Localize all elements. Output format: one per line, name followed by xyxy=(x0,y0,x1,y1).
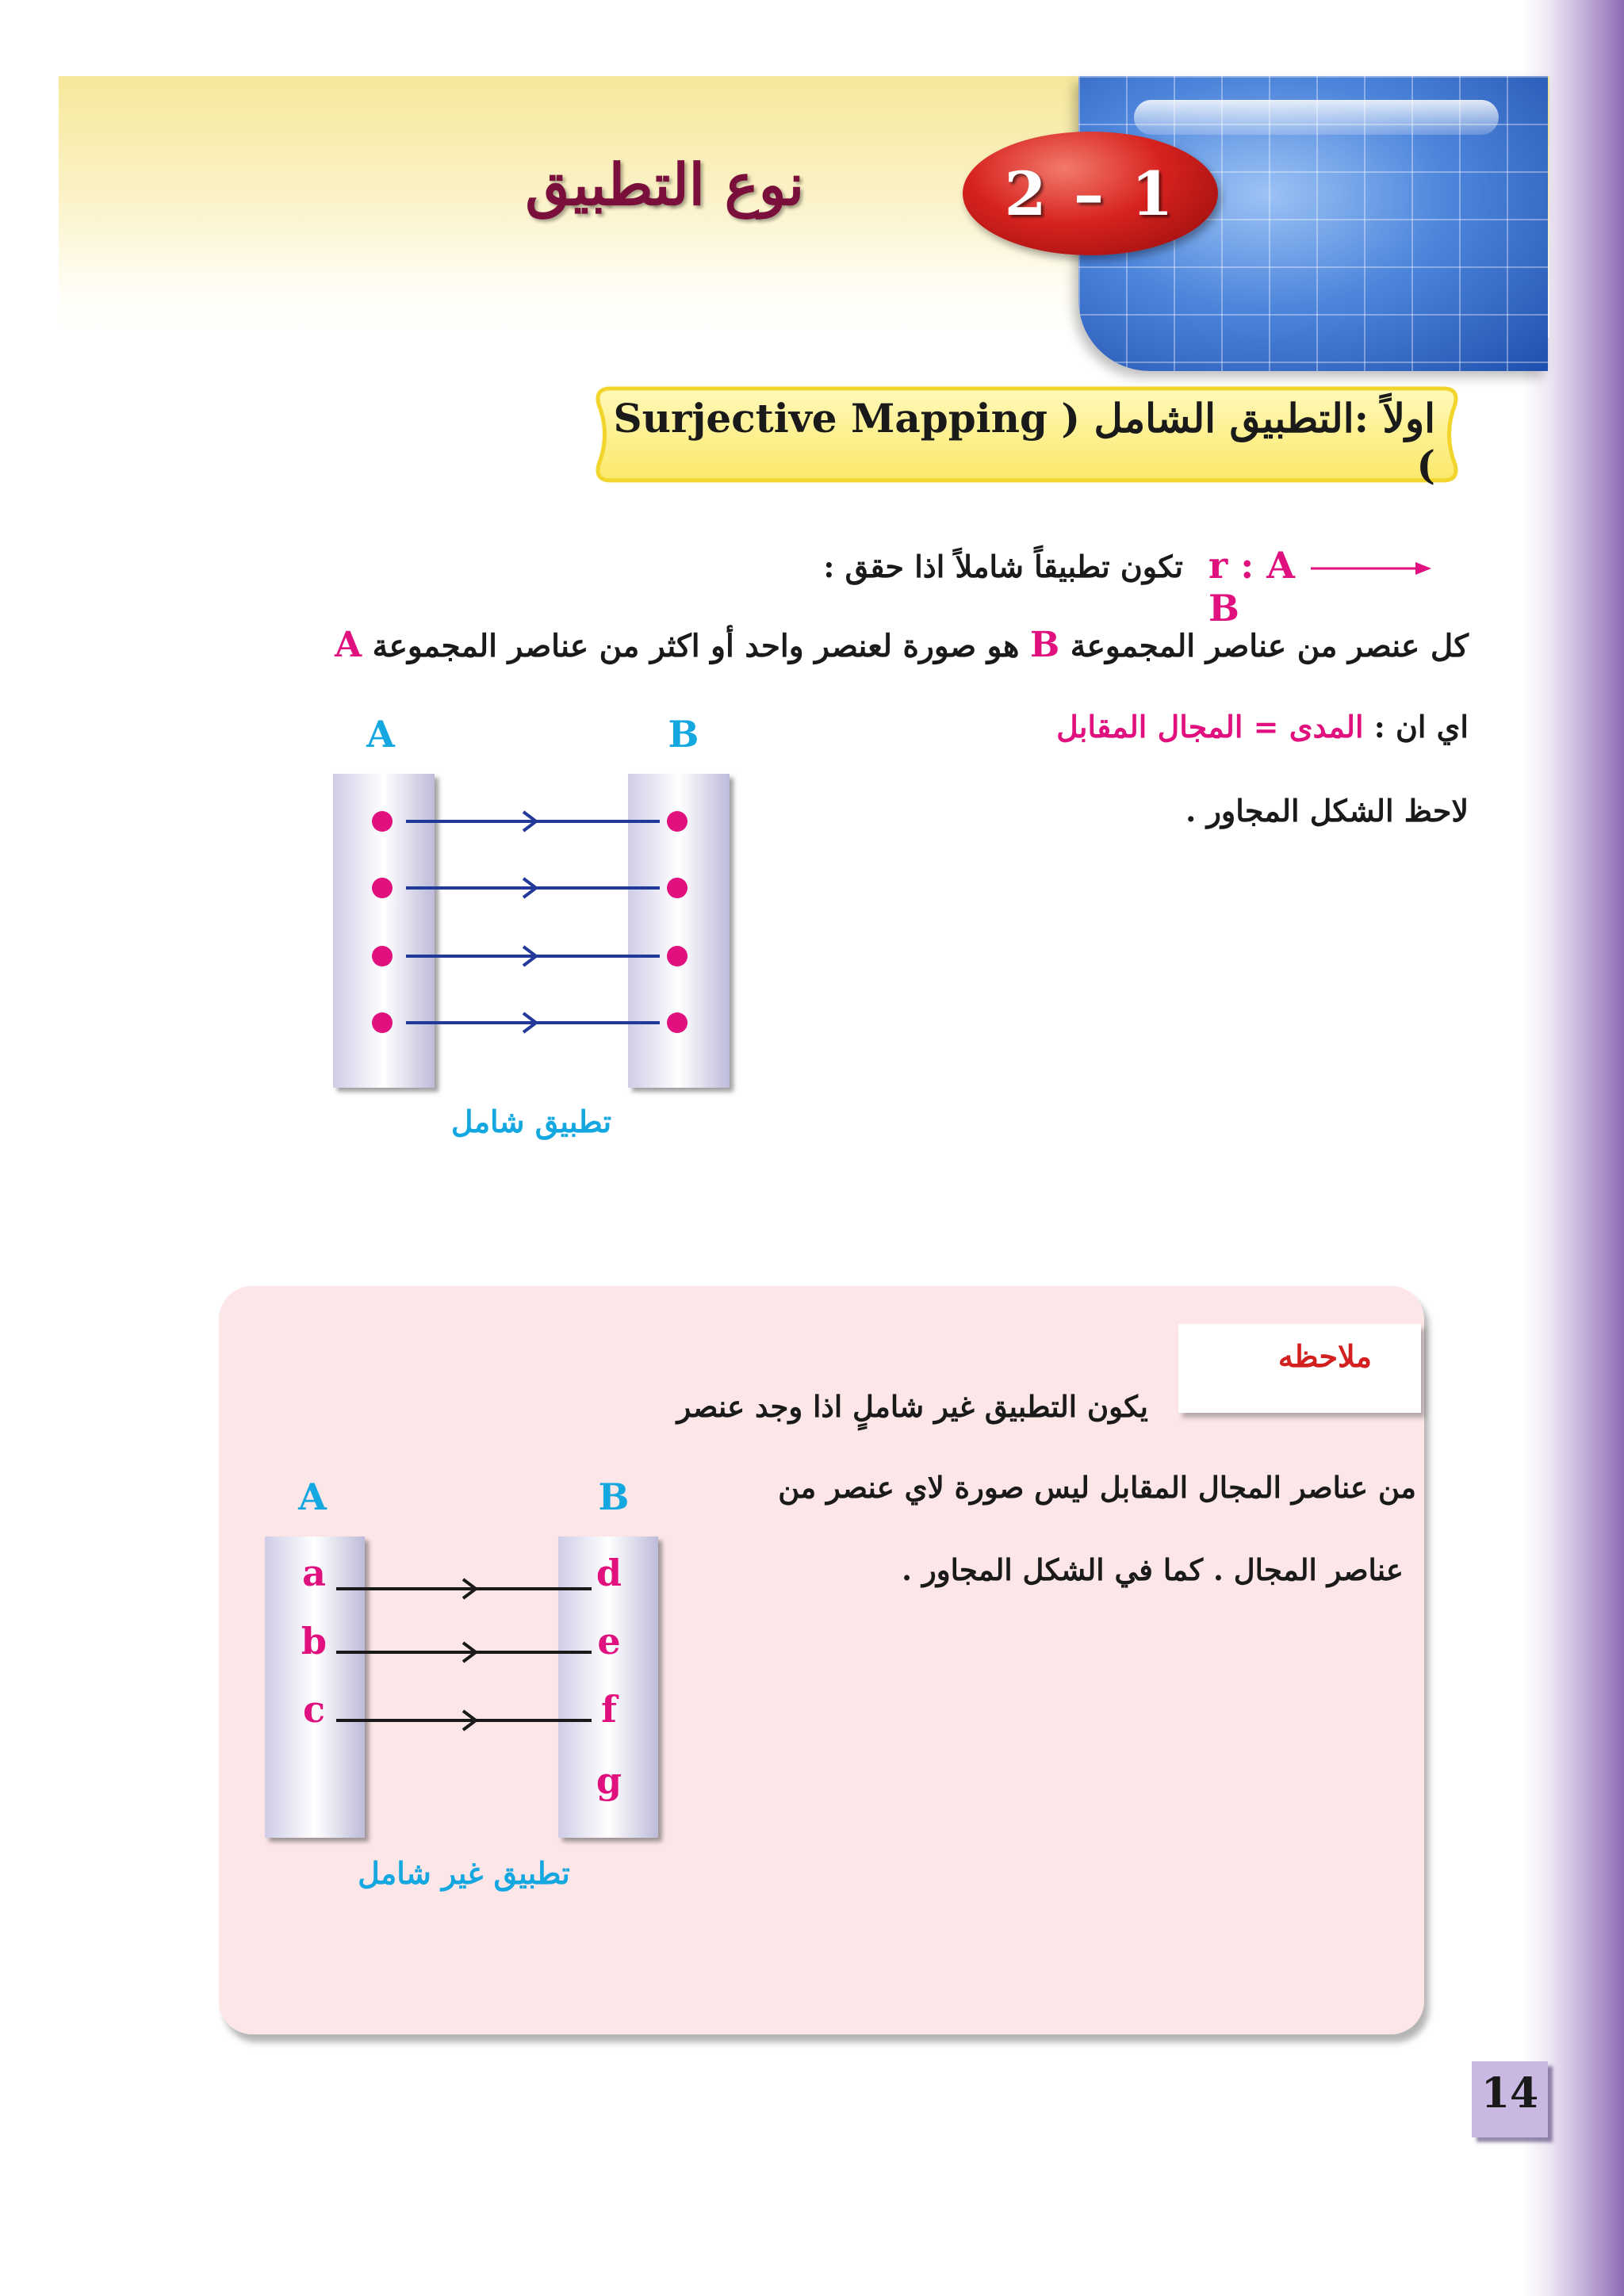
mapping-target: B xyxy=(1208,587,1239,629)
section-heading: اولاً :التطبيق الشامل ( Surjective Mapping ) xyxy=(613,395,1435,488)
definition-text-b: هو صورة لعنصر واحد أو اكثر من عناصر المجموعة xyxy=(372,628,1020,664)
page-number: 14 xyxy=(1480,2069,1539,2118)
set-b-label: B xyxy=(598,1475,630,1518)
mapping-arrows xyxy=(406,812,660,1032)
mapping-arrow xyxy=(1308,557,1434,580)
domain-dot xyxy=(372,811,393,832)
codomain-dot xyxy=(667,946,688,966)
definition-line-4: لاحظ الشكل المجاور . xyxy=(1185,793,1469,828)
domain-dot xyxy=(372,946,393,966)
set-a-ref: A xyxy=(334,625,362,665)
mapping-label: r : A xyxy=(1208,544,1295,587)
codomain-element: f xyxy=(601,1688,617,1731)
definition-prefix: اي ان : xyxy=(1373,709,1469,744)
domain-element: a xyxy=(302,1552,326,1594)
grid-shine xyxy=(1134,100,1499,135)
codomain-dot xyxy=(667,811,688,832)
set-b-ref: B xyxy=(1029,625,1060,665)
domain-dot xyxy=(372,878,393,898)
domain-element: c xyxy=(302,1688,326,1731)
codomain-element: d xyxy=(596,1552,622,1594)
chapter-title: نوع التطبيق xyxy=(525,151,804,218)
non-surjective-diagram xyxy=(254,1467,698,1863)
non-surjective-caption: تطبيق غير شامل xyxy=(358,1855,570,1891)
mapping-notation xyxy=(1208,544,1462,629)
set-b-label: B xyxy=(668,713,699,756)
definition-line-1: تكون تطبيقاً شاملاً اذا حقق : xyxy=(823,549,1183,584)
set-a-label: A xyxy=(298,1475,327,1518)
note-line-3: عناصر المجال . كما في الشكل المجاور . xyxy=(902,1552,1404,1587)
range-equals-codomain: المدى = المجال المقابل xyxy=(1056,709,1364,744)
surjective-caption: تطبيق شامل xyxy=(450,1104,612,1139)
codomain-element: g xyxy=(596,1759,622,1802)
surjective-diagram xyxy=(317,706,761,1165)
codomain-element: e xyxy=(597,1620,621,1663)
definition-line-3 xyxy=(914,709,1469,744)
note-line-1: يكون التطبيق غير شاملٍ اذا وجد عنصر xyxy=(676,1389,1148,1424)
definition-text-a: كل عنصر من عناصر المجموعة xyxy=(1070,628,1469,664)
mapping-arrows xyxy=(336,1579,592,1730)
definition-line-2 xyxy=(311,625,1469,665)
set-a-label: A xyxy=(366,713,395,756)
codomain-dot xyxy=(667,878,688,898)
codomain-dot xyxy=(667,1012,688,1033)
section-number: 2 – 1 xyxy=(1004,159,1177,229)
domain-dot xyxy=(372,1012,393,1033)
note-line-2: من عناصر المجال المقابل ليس صورة لاي عنصر من xyxy=(778,1470,1416,1505)
domain-element: b xyxy=(301,1620,327,1663)
note-label: ملاحظه xyxy=(1277,1338,1372,1374)
